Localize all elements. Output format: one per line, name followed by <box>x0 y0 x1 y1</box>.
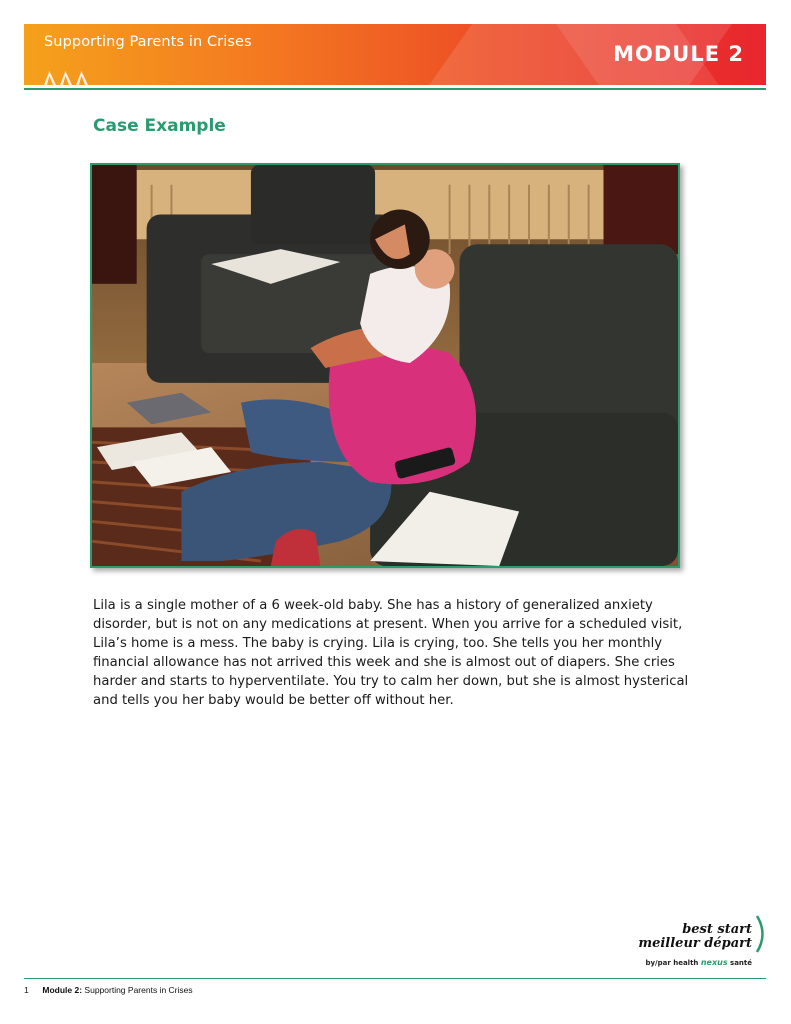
header-banner <box>24 24 766 85</box>
page-footer <box>24 985 193 995</box>
logo-line-french: meilleur départ <box>638 936 752 951</box>
footer-divider <box>24 978 766 979</box>
case-description: Lila is a single mother of a 6 week-old baby. She has a history of generalized anxiety disorder, but is not on any medications at present. When you arrive for a scheduled visit, Lila’s home is a mess. The baby is crying. Lila is crying, too. She tells you her monthly financial allowance has not arrived this week and she is almost out of diapers. She cries harder and starts to hyperventilate. You try to calm her down, but she is almost hysterical and tells you her baby would be better off without her. <box>93 598 689 708</box>
module-label: MODULE 2 <box>613 42 744 66</box>
logo-line-english: best start <box>682 922 752 937</box>
banner-subtitle: Supporting Parents in Crises <box>44 34 252 50</box>
footer-module-label: Module 2: <box>42 985 83 995</box>
byline-brand: nexus <box>700 958 728 967</box>
logo-bracket-icon <box>754 914 768 954</box>
header-divider <box>24 88 766 90</box>
page-number: 1 <box>24 985 29 995</box>
section-title: Case Example <box>93 116 226 136</box>
chevron-icon <box>60 71 72 85</box>
chevron-icon <box>44 71 56 85</box>
chevron-decoration <box>44 71 88 85</box>
photo-image <box>92 165 678 566</box>
byline-prefix: by/par health <box>645 959 699 967</box>
logo-byline <box>645 958 752 967</box>
byline-suffix: santé <box>730 959 752 967</box>
footer-module-title: Supporting Parents in Crises <box>84 985 193 995</box>
case-photo <box>90 163 680 568</box>
chevron-icon <box>76 71 88 85</box>
best-start-logo <box>638 912 770 974</box>
